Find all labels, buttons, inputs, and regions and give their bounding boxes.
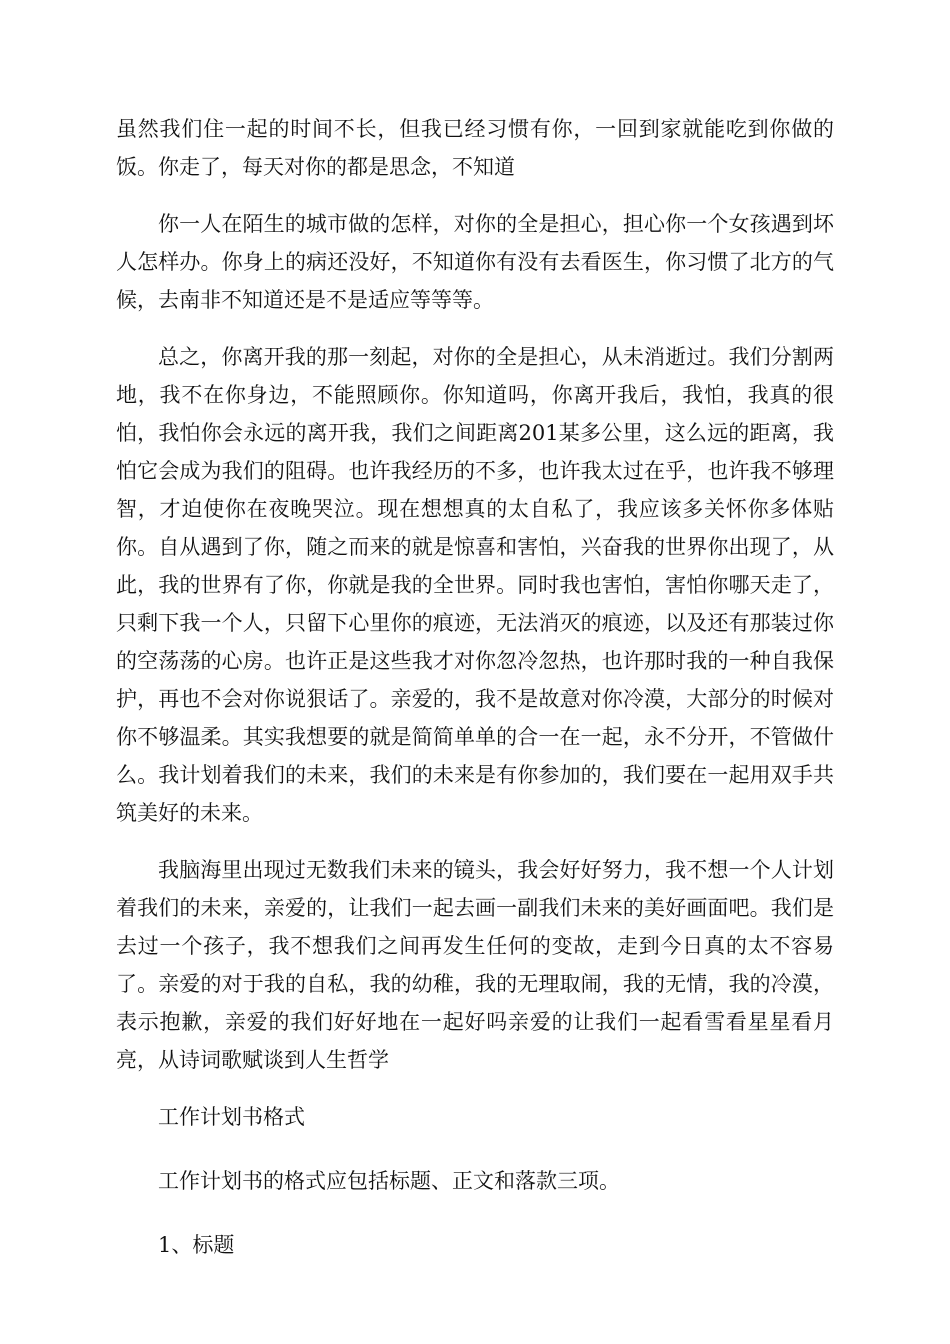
paragraph-2: 你一人在陌生的城市做的怎样，对你的全是担心，担心你一个女孩遇到坏人怎样办。你身上的病还没好，不知道你有没有去看医生，你习惯了北方的气候，去南非不知道还是不是适应等等等。	[116, 212, 834, 312]
paragraph-4: 我脑海里出现过无数我们未来的镜头，我会好好努力，我不想一个人计划着我们的未来，亲爱的，让我们一起去画一副我们未来的美好画面吧。我们是去过一个孩子，我不想我们之间再发生任何的变故，走到今日真的太不容易了。亲爱的对于我的自私，我的幼稚，我的无理取闹，我的无情，我的冷漠，表示抱歉，亲爱的我们好好地在一起好吗亲爱的让我们一起看雪看星星看月亮，从诗词歌赋谈到人生哲学	[116, 858, 834, 1072]
section-heading: 工作计划书格式	[158, 1105, 305, 1129]
document-body	[116, 110, 834, 1290]
paragraph-1: 虽然我们住一起的时间不长，但我已经习惯有你，一回到家就能吃到你做的饭。你走了，每天对你的都是思念，不知道	[116, 117, 834, 179]
paragraph-5: 工作计划书的格式应包括标题、正文和落款三项。	[158, 1169, 620, 1193]
paragraph-3: 总之，你离开我的那一刻起，对你的全是担心，从未消逝过。我们分割两地，我不在你身边，不能照顾你。你知道吗，你离开我后，我怕，我真的很怕，我怕你会永远的离开我，我们之间距离201某多公里，这么远的距离，我怕它会成为我们的阻碍。也许我经历的不多，也许我太过在乎，也许我不够理智，才迫使你在夜晚哭泣。现在想想真的太自私了，我应该多关怀你多体贴你。自从遇到了你，随之而来的就是惊喜和害怕，兴奋我的世界你出现了，从此，我的世界有了你，你就是我的全世界。同时我也害怕，害怕你哪天走了，只剩下我一个人，只留下心里你的痕迹，无法消灭的痕迹，以及还有那装过你的空荡荡的心房。也许正是这些我才对你忽冷忽热，也许那时我的一种自我保护，再也不会对你说狠话了。亲爱的，我不是故意对你冷漠，大部分的时候对你不够温柔。其实我想要的就是简简单单的合一在一起，永不分开，不管做什么。我计划着我们的未来，我们的未来是有你参加的，我们要在一起用双手共筑美好的未来。	[116, 345, 834, 825]
subheading-title: 1、标题	[158, 1233, 235, 1257]
